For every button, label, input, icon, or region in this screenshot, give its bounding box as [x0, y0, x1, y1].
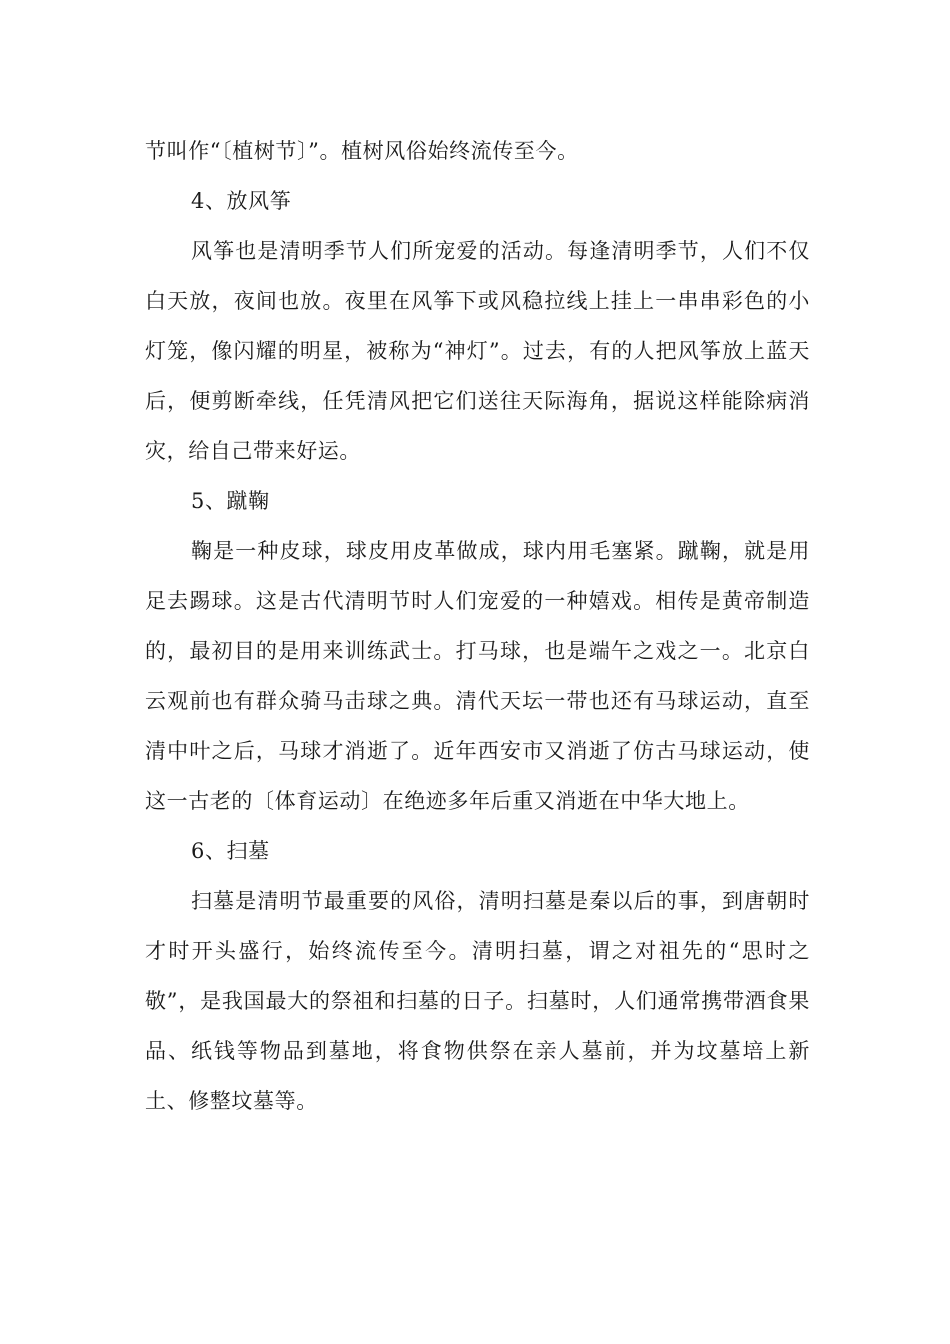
section-heading-tomb-sweeping: 6、扫墓: [191, 839, 270, 863]
paragraph-cuju: 鞠是一种皮球，球皮用皮革做成，球内用毛塞紧。蹴鞠，就是用足去踢球。这是古代清明节时人们宠爱的一种嬉戏。相传是黄帝制造的，最初目的是用来训练武士。打马球，也是端午之戏之一。北京白云观前也有群众骑马击球之典。清代天坛一带也还有马球运动，直至清中叶之后，马球才消逝了。近年西安市又消逝了仿古马球运动，使这一古老的〔体育运动〕在绝迹多年后重又消逝在中华大地上。: [145, 539, 810, 813]
document-body: [145, 126, 810, 1126]
paragraph-kite: 风筝也是清明季节人们所宠爱的活动。每逢清明季节，人们不仅白天放，夜间也放。夜里在风筝下或风稳拉线上挂上一串串彩色的小灯笼，像闪耀的明星，被称为“神灯”。过去，有的人把风筝放上蓝天后，便剪断牵线，任凭清风把它们送往天际海角，据说这样能除病消灾，给自己带来好运。: [145, 239, 810, 463]
section-heading-cuju: 5、蹴鞠: [191, 489, 270, 513]
section-heading-kite: 4、放风筝: [191, 189, 292, 213]
paragraph-tomb-sweeping: 扫墓是清明节最重要的风俗，清明扫墓是秦以后的事，到唐朝时才时开头盛行，始终流传至今。清明扫墓，谓之对祖先的“思时之敬”，是我国最大的祭祖和扫墓的日子。扫墓时，人们通常携带酒食果品、纸钱等物品到墓地，将食物供祭在亲人墓前，并为坟墓培上新土、修整坟墓等。: [145, 889, 810, 1113]
paragraph-continuation: 节叫作“〔植树节〕”。植树风俗始终流传至今。: [145, 139, 579, 163]
